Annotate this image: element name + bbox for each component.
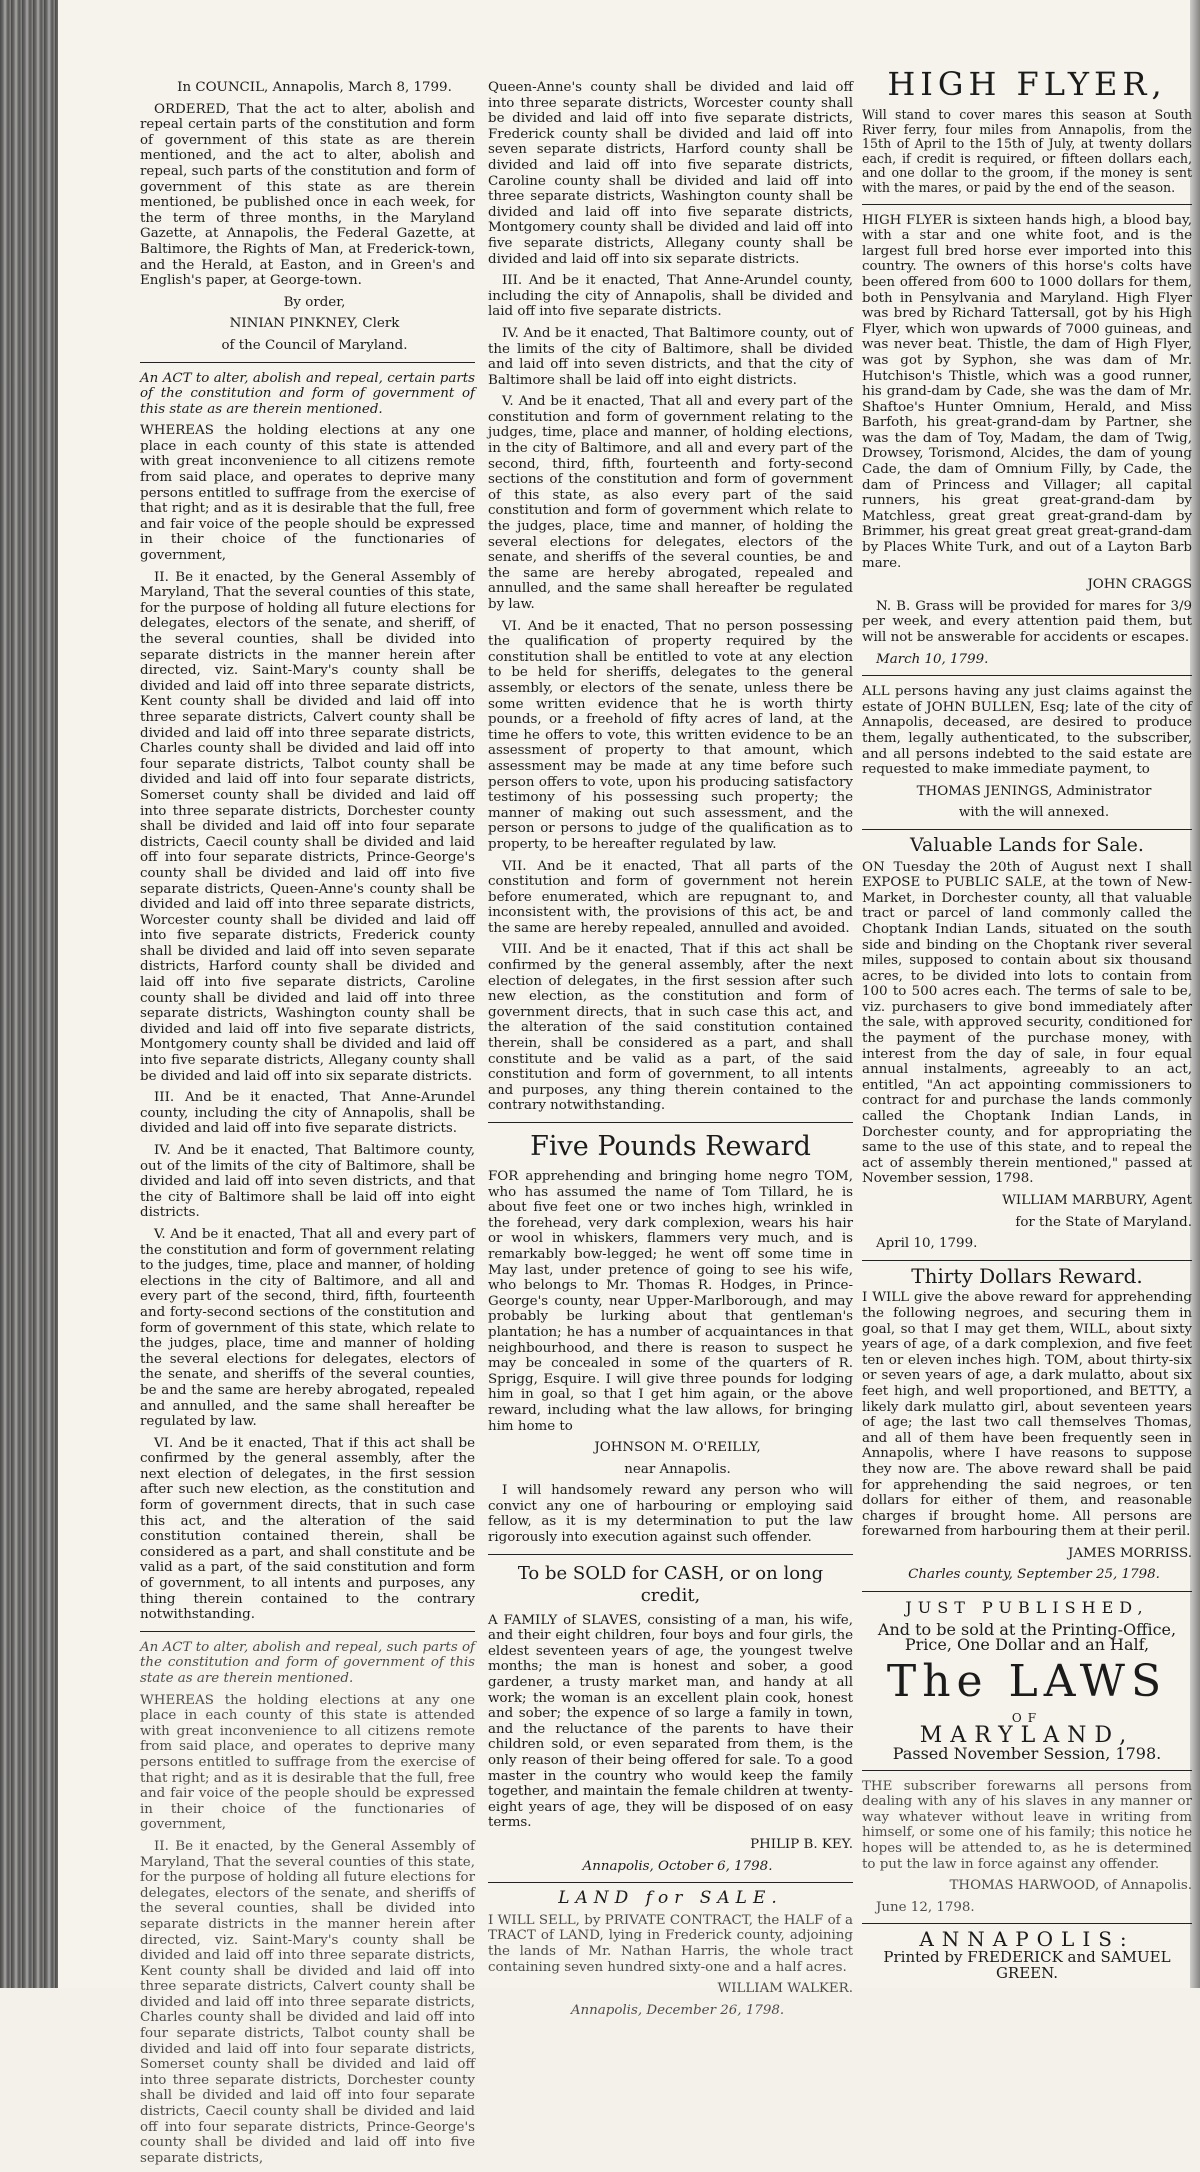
- by-order: By order,: [283, 294, 346, 310]
- five-pounds-signer: JOHNSON M. O'REILLY,: [594, 1440, 761, 1456]
- five-pounds-note: I will handsomely reward any person who will convict any one of harbouring or employing said fellow, as it is my determination to put the law rigorously into execution against such offender.: [488, 1483, 853, 1546]
- thirty-dollars-text: I WILL give the above reward for apprehending the following negroes, and securing them in goal, so that I may get them, WILL, about sixty years of age, of a dark complexion, and five feet ten or eleven inches high. TOM, about thirty-six or seven years of age, a dark mulatto, about six feet high, and well proportioned, and BETTY, a likely dark mulatto girl, about seventeen years of age; the last two call themselves Thomas, and all of them have been frequently seen in Annapolis, where I have reasons to suppose they now are. The above reward shall be paid for apprehending the said negroes, or ten dollars for either of them, and reasonable charges if brought home. All persons are forewarned from harbouring them at their peril.: [862, 1290, 1192, 1540]
- five-pounds-title: Five Pounds Reward: [530, 1131, 811, 1162]
- valuable-lands-date: April 10, 1799.: [876, 1236, 978, 1252]
- bullen-text: ALL persons having any just claims against the estate of JOHN BULLEN, Esq; late of the city of Annapolis, deceased, are desired to produce them, legally authenticated, to the subscriber, and all persons indebted to the said estate are requested to make immediate payment, to: [862, 684, 1192, 778]
- five-pounds-text: FOR apprehending and bringing home negro TOM, who has assumed the name of Tom Tillard, he is about five feet one or two inches high, wrinkled in the forehead, very dark complexion, wears his hair or wool in whiskers, flammers very much, and is remarkably bow-legged; he went off some time in May last, under pretence of going to see his wife, who belongs to Mr. Thomas R. Hodges, in Prince-George's county, near Upper-Marlborough, and may probably be lurking about that gentleman's plantation; he has a number of acquaintances in that neighbourhood, and there is reason to suspect he may be concealed in some of the quarters of R. Sprigg, Esquire. I will give three pounds for lodging him in goal, so that I get him again, or the above reward, including what the law allows, for bringing him home to: [488, 1169, 853, 1434]
- valuable-lands-title: Valuable Lands for Sale.: [910, 833, 1144, 856]
- col2-continuation: Queen-Anne's county shall be divided and laid off into three separate districts, Worcester county shall be divided and laid off into five separate districts, Frederick county shall be divided and laid off into seven separate districts, Harford county shall be divided and laid off into five separate districts, Caroline county shall be divided and laid off into three separate districts, Washington county shall be divided and laid off into five separate districts, Montgomery county shall be divided and laid off into five separate districts, Allegany county shall be divided and laid off into six separate districts.: [488, 80, 853, 267]
- section-4: IV. And be it enacted, That Baltimore county, out of the limits of the city of Baltimore, shall be divided and laid off into seven districts, and that the city of Baltimore shall be laid off into eight districts.: [140, 1143, 475, 1221]
- divider: [862, 1923, 1192, 1924]
- divider: [140, 1631, 475, 1632]
- divider: [862, 1770, 1192, 1771]
- divider: [488, 1882, 853, 1883]
- high-flyer-body: HIGH FLYER is sixteen hands high, a blood bay, with a star and one white foot, and is the largest full bred horse ever imported into this country. The owners of this horse's colts have been offered from 600 to 1000 dollars for them, both in Pensylvania and Maryland. High Flyer was bred by Richard Tattersall, got by his High Flyer, which won upwards of 7000 guineas, and was never beat. Thistle, the dam of High Flyer, was got by Syphon, she was dam of Mr. Hutchison's Thistle, which was a good runner, his grand-dam by Cade, she was the dam of Mr. Shaftoe's Hunter Omnium, Herald, and Miss Barfoth, his great-grand-dam by Partner, she was the dam of Toy, Madam, the dam of Twig, Drowsey, Torismond, Alcides, the dam of young Cade, the dam of Omnium Filly, by Cade, the dam of Princess and Villager; all capital runners, his great great-grand-dam by Matchless, great great great-grand-dam by Brimmer, his great great great great-grand-dam by Places White Turk, and out of a Layton Barb mare.: [862, 212, 1192, 571]
- harwood-date: June 12, 1798.: [876, 1899, 975, 1915]
- land-title: LAND for SALE.: [558, 1888, 783, 1909]
- council-order: ORDERED, That the act to alter, abolish and repeal certain parts of the constitution and form of government of this state as are therein mentioned, and the act to alter, abolish and repeal, such parts of the constitution and form of government of this state as are therein mentioned, be published once in each week, for the term of three months, in the Maryland Gazette, at Annapolis, the Federal Gazette, at Baltimore, the Rights of Man, at Frederick-town, and the Herald, at Easton, and in Green's and English's paper, at George-town.: [140, 101, 475, 289]
- act2-title: An ACT to alter, abolish and repeal, such parts of the constitution and form of government of this state as are therein mentioned.: [140, 1639, 475, 1686]
- valuable-lands-text: ON Tuesday the 20th of August next I shall EXPOSE to PUBLIC SALE, at the town of New-Market, in Dorchester county, all that valuable tract or parcel of land commonly called the Choptank Indian Lands, situated on the south side and binding on the Choptank river several miles, supposed to contain about six thousand acres, to be divided into lots to contain from 100 to 500 acres each. The terms of sale to be, viz. purchasers to give bond immediately after the sale, with approved security, conditioned for the payment of the purchase money, with interest from the day of sale, in four equal annual instalments, agreeably to an act, entitled, "An act appointing commissioners to contract for and purchase the lands commonly called the Choptank Indian Lands, in Dorchester county, and for appropriating the same to the use of this state, and to repeal the act of assembly therein mentioned," passed at November session, 1798.: [862, 859, 1192, 1187]
- column-3: [862, 66, 1192, 1987]
- col2-section-6: VI. And be it enacted, That no person possessing the qualification of property required by the constitution shall be entitled to vote at any election to be held for sheriffs, delegates to the general assembly, or electors of the senate, unless there be some written evidence that he is worth thirty pounds, or a freehold of fifty acres of land, at the time he offers to vote, this written evidence to be an assessment of property to that amount, which assessment may be made at any time before such person offers to vote, upon his producing satisfactory testimony of his possessing such property; the manner of making out such assessment, and the person or persons to judge of the qualification as to property, to be hereafter regulated by law.: [488, 618, 853, 852]
- page-edge-left: [0, 0, 58, 1988]
- section-5: V. And be it enacted, That all and every part of the constitution and form of government relating to the judges, time, place and manner, of holding elections in the city of Baltimore, and all and every part of the second, third, fifth, fourteenth and forty-second sections of the constitution and form of government of this state, which relate to the judges, place, time and manner of holding the several elections for delegates, electors of the senate, and sheriffs of the several counties, be and the same are hereby abrogated, repealed and annulled, and the same shall hereafter be regulated by law.: [140, 1226, 475, 1430]
- column-1: [140, 80, 475, 2172]
- divider: [862, 829, 1192, 830]
- footer-city: ANNAPOLIS:: [919, 1927, 1135, 1952]
- council-heading: In COUNCIL, Annapolis, March 8, 1799.: [177, 80, 452, 95]
- harwood-signer: THOMAS HARWOOD, of Annapolis.: [949, 1878, 1192, 1894]
- section-2: II. Be it enacted, by the General Assembly of Maryland, That the several counties of this state, for the purpose of holding all future elections for delegates, electors of the senate, and sheriff, of the several counties, shall be divided into separate districts in the manner herein after directed, viz. Saint-Mary's county shall be divided and laid off into three separate districts, Kent county shall be divided and laid off into three separate districts, Calvert county shall be divided and laid off into three separate districts, Charles county shall be divided and laid off into four separate districts, Talbot county shall be divided and laid off into four separate districts, Somerset county shall be divided and laid off into three separate districts, Dorchester county shall be divided and laid off into four separate districts, Caecil county shall be divided and laid off into four separate districts, Prince-George's county shall be divided and laid off into five separate districts, Queen-Anne's county shall be divided and laid off into three separate districts, Worcester county shall be divided and laid off into five separate districts, Frederick county shall be divided and laid off into seven separate districts, Harford county shall be divided and laid off into five separate districts, Caroline county shall be divided and laid off into three separate districts, Washington county shall be divided and laid off into five separate districts, Montgomery county shall be divided and laid off into five separate districts, Allegany county shall be divided and laid off into six separate districts.: [140, 569, 475, 1084]
- bullen-signer: THOMAS JENINGS, Administrator: [916, 783, 1152, 799]
- thirty-dollars-signer: JAMES MORRISS.: [1068, 1545, 1192, 1561]
- col2-section-8: VIII. And be it enacted, That if this act shall be confirmed by the general assembly, after the next election of delegates, in the first session after such new election, as the constitution and form of government directs, that in such case this act, and the alteration of the said constitution contained therein, shall be considered as a part, and shall constitute and be valid as a part, of the said constitution and form of government, to all intents and purposes, any thing therein contained to the contrary notwithstanding.: [488, 942, 853, 1114]
- column-2: [488, 80, 853, 2024]
- high-flyer-date: March 10, 1799.: [876, 651, 989, 667]
- high-flyer-signer: JOHN CRAGGS: [1087, 577, 1192, 593]
- bullen-note: with the will annexed.: [958, 805, 1110, 821]
- col2-section-3: III. And be it enacted, That Anne-Arundel county, including the city of Annapolis, shall be divided and laid off into five separate districts.: [488, 273, 853, 320]
- price-line: Price, One Dollar and an Half,: [904, 1635, 1150, 1655]
- section-2b: II. Be it enacted, by the General Assembly of Maryland, That the several counties of this state, for the purpose of holding all future elections for delegates, electors of the senate, and sheriffs of the several counties, shall be divided into separate districts in the manner herein after directed, viz. Saint-Mary's county shall be divided and laid off into three separate districts, Kent county shall be divided and laid off into three separate districts, Calvert county shall be divided and laid off into three separate districts, Charles county shall be divided and laid off into four separate districts, Talbot county shall be divided and laid off into four separate districts, Somerset county shall be divided and laid off into three separate districts, Dorchester county shall be divided and laid off into four separate districts, Caecil county shall be divided and laid off into four separate districts, Prince-George's county shall be divided and laid off into five separate districts,: [140, 1838, 475, 2166]
- whereas2-paragraph: WHEREAS the holding elections at any one place in each county of this state is attended with great inconvenience to all citizens remote from said place, and operates to deprive many persons entitled to suffrage from the exercise of that right; and as it is desirable that the full, free and fair voice of the people should be expressed in their choice of the functionaries of government,: [140, 1692, 475, 1833]
- session-line: Passed November Session, 1798.: [892, 1744, 1162, 1764]
- high-flyer-note: N. B. Grass will be provided for mares for 3/9 per week, and every attention paid them, but will not be answerable for accidents or escapes.: [862, 598, 1192, 645]
- sold-text: A FAMILY of SLAVES, consisting of a man, his wife, and their eight children, four boys and four girls, the eldest seventeen years of age, the youngest twelve months; the man is honest and sober, a good gardener, a trusty market man, and handy at all work; the woman is an excellent plain cook, honest and sober; the expence of so large a family in town, and the reluctance of the parents to have their children sold, or even separated from them, is the only reason of their being offered for sale. To a good master in the country who would keep the family together, and maintain the female children at twenty-eight years of age, they will be disposed of on easy terms.: [488, 1612, 853, 1831]
- of-word: OF: [1011, 1710, 1043, 1725]
- five-pounds-place: near Annapolis.: [624, 1461, 731, 1477]
- divider: [862, 204, 1192, 205]
- maryland-word: MARYLAND,: [919, 1723, 1135, 1749]
- just-published: JUST PUBLISHED,: [905, 1598, 1149, 1618]
- printing-office-line: And to be sold at the Printing-Office,: [877, 1619, 1177, 1639]
- divider: [140, 362, 475, 363]
- col2-section-7: VII. And be it enacted, That all parts of the constitution and form of government not herein before enumerated, which are repugnant to, and inconsistent with, the provisions of this act, be and the same are hereby repealed, annulled and avoided.: [488, 858, 853, 936]
- high-flyer-terms: Will stand to cover mares this season at South River ferry, four miles from Annapolis, from the 15th of April to the 15th of July, at twenty dollars each, if credit is required, or fifteen dollars each, and one dollar to the groom, if the money is sent with the mares, or paid by the end of the season.: [862, 107, 1192, 195]
- whereas-paragraph: WHEREAS the holding elections at any one place in each county of this state is attended with great inconvenience to all citizens remote from said place, and operates to deprive many persons entitled to suffrage from the exercise of that right; and as it is desirable that the full, free and fair voice of the people should be expressed in their choice of the functionaries of government,: [140, 423, 475, 564]
- section-3: III. And be it enacted, That Anne-Arundel county, including the city of Annapolis, shall be divided and laid off into five separate districts.: [140, 1090, 475, 1137]
- col2-section-4: IV. And be it enacted, That Baltimore county, out of the limits of the city of Baltimore, shall be divided and laid off into seven districts, and that the city of Baltimore shall be laid off into eight districts.: [488, 325, 853, 388]
- divider: [488, 1122, 853, 1123]
- high-flyer-title: HIGH FLYER,: [887, 65, 1167, 103]
- valuable-lands-signer: WILLIAM MARBURY, Agent: [1002, 1193, 1192, 1208]
- footer-printer: Printed by FREDERICK and SAMUEL GREEN.: [883, 1947, 1171, 1982]
- sold-title: To be SOLD for CASH, or on long credit,: [517, 1562, 824, 1606]
- section-6: VI. And be it enacted, That if this act shall be confirmed by the general assembly, after the next election of delegates, in the first session after such new election, as the constitution and form of government directs, that in such case this act, and the alteration of the said constitution contained therein, shall be considered as a part, and shall constitute and be valid as a part, of the said constitution and form of government, to all intents and purposes, any thing therein contained to the contrary notwithstanding.: [140, 1435, 475, 1623]
- divider: [862, 675, 1192, 676]
- land-date: Annapolis, December 26, 1798.: [570, 2002, 785, 2018]
- signer-name: NINIAN PINKNEY, Clerk: [229, 316, 400, 332]
- thirty-dollars-date: Charles county, September 25, 1798.: [908, 1567, 1160, 1583]
- harwood-text: THE subscriber forewarns all persons from dealing with any of his slaves in any manner or way whatever without leave in writing from himself, or some one of his family; this notice he hopes will be attended to, as he is determined to put the law in force against any offender.: [862, 1778, 1192, 1872]
- divider: [488, 1554, 853, 1555]
- divider: [862, 1260, 1192, 1261]
- divider: [862, 1591, 1192, 1592]
- thirty-dollars-title: Thirty Dollars Reward.: [911, 1263, 1143, 1288]
- land-signer: WILLIAM WALKER.: [717, 1981, 853, 1997]
- signer-title: of the Council of Maryland.: [221, 337, 408, 353]
- act-title: An ACT to alter, abolish and repeal, certain parts of the constitution and form of government of this state as are therein mentioned.: [140, 370, 475, 417]
- col2-section-5: V. And be it enacted, That all and every part of the constitution and form of government relating to the judges, time, place and manner, of holding elections, in the city of Baltimore, and all and every part of the second, third, fifth, fourteenth and forty-second sections of the constitution and form of government of this state, as also every part of the said constitution and form of government which relate to the judges, place, time and manner, of holding the several elections for delegates, electors of the senate, and sheriffs of the several counties, be and the same are hereby abrogated, repealed and annulled, and the same shall hereafter be regulated by law.: [488, 394, 853, 612]
- land-text: I WILL SELL, by PRIVATE CONTRACT, the HALF of a TRACT of LAND, lying in Frederick county, adjoining the lands of Mr. Nathan Harris, the whole tract containing seven hundred sixty-one and a half acres.: [488, 1912, 853, 1975]
- sold-signer: PHILIP B. KEY.: [750, 1836, 853, 1852]
- valuable-lands-signer2: for the State of Maryland.: [1015, 1214, 1192, 1230]
- laws-title: The LAWS: [886, 1655, 1168, 1707]
- sold-date: Annapolis, October 6, 1798.: [582, 1858, 773, 1874]
